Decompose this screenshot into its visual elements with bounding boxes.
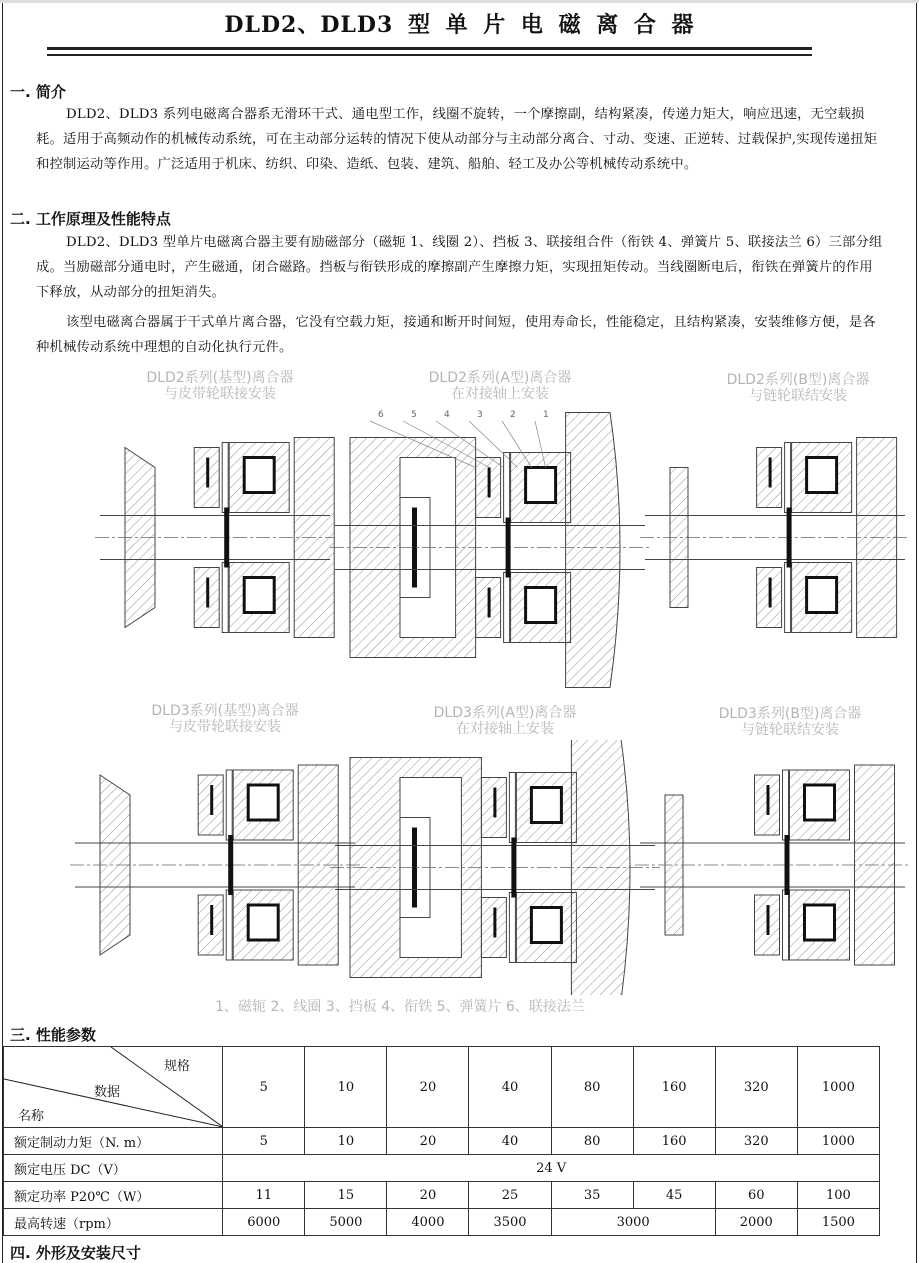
table-corner-cell (4, 1047, 223, 1128)
table-row (4, 1182, 880, 1209)
page-title: DLD2、DLD3 型 单 片 电 磁 离 合 器 (224, 12, 695, 38)
figure-legend: 1、磁轭 2、线圈 3、挡板 4、衔铁 5、弹簧片 6、联接法兰 (215, 999, 585, 1015)
value-cell: 6000 (223, 1209, 305, 1236)
spring-plate (206, 458, 209, 488)
spring-plate (767, 785, 770, 815)
figure-caption: DLD3系列(基型)离合器 与皮带轮联接安装 (151, 703, 299, 735)
part-number-label: 5 (411, 410, 417, 420)
coil (248, 785, 278, 820)
coil (807, 458, 837, 493)
part-number-label: 6 (378, 410, 384, 420)
spring-plate (488, 468, 491, 498)
clutch-drawing-dld3-b (635, 745, 910, 985)
spec-header-cell: 5 (223, 1047, 305, 1128)
value-cell: 10 (305, 1128, 387, 1155)
table-row (4, 1209, 880, 1236)
friction-plate (504, 573, 510, 643)
row-name-cell: 额定电压 DC（V） (4, 1155, 223, 1182)
coil (248, 905, 278, 940)
value-cell: 2000 (715, 1209, 797, 1236)
spec-header-cell: 80 (551, 1047, 633, 1128)
armature-disc (506, 518, 511, 578)
mounting-wall-section (566, 413, 620, 688)
spring-plate (210, 785, 213, 815)
friction-plate (222, 443, 228, 513)
spring-plate (769, 458, 772, 488)
value-cell: 5 (223, 1128, 305, 1155)
value-cell: 320 (715, 1128, 797, 1155)
principle-paragraph-2: 该型电磁离合器属于干式单片离合器，它没有空载力矩，接通和断开时间短，使用寿命长，性能稳定，且结构紧凑，安装维修方便，是各种机械传动系统中理想的自动化执行元件。 (36, 315, 876, 355)
table-header-row (4, 1047, 880, 1128)
spring-plate (206, 578, 209, 608)
spring-plate (493, 908, 496, 938)
title-rule-bottom (47, 54, 812, 56)
value-cell: 1000 (797, 1128, 879, 1155)
value-cell: 15 (305, 1182, 387, 1209)
value-cell: 11 (223, 1182, 305, 1209)
armature-disc (787, 508, 792, 568)
armature-disc (224, 508, 229, 568)
spring-plate (493, 788, 496, 818)
value-cell: 100 (797, 1182, 879, 1209)
coil (805, 905, 835, 940)
corner-label-data: 数据 (94, 1085, 121, 1100)
section-heading-dimensions: 四. 外形及安装尺寸 (10, 1244, 141, 1262)
spec-header-cell: 320 (715, 1047, 797, 1128)
friction-plate (226, 770, 232, 840)
section-heading-intro: 一. 简介 (10, 83, 66, 101)
spec-header-cell: 10 (305, 1047, 387, 1128)
row-name-cell: 额定功率 P20℃（W） (4, 1182, 223, 1209)
top-edge (0, 0, 919, 3)
figure-caption: DLD2系列(A型)离合器 在对接轴上安装 (428, 370, 572, 402)
spec-header-cell: 1000 (797, 1047, 879, 1128)
corner-label-name: 名称 (18, 1109, 45, 1124)
coil (244, 578, 274, 613)
friction-plate (222, 563, 228, 633)
figure-caption: DLD3系列(A型)离合器 在对接轴上安装 (433, 705, 577, 737)
section-heading-principle: 二. 工作原理及性能特点 (10, 210, 171, 228)
coil (807, 578, 837, 613)
value-cell: 24 V (223, 1155, 880, 1182)
part-number-label: 1 (543, 410, 549, 420)
value-cell: 5000 (305, 1209, 387, 1236)
friction-plate (509, 773, 515, 843)
value-cell: 20 (387, 1128, 469, 1155)
armature-disc (785, 835, 790, 895)
value-cell: 20 (387, 1182, 469, 1209)
performance-table (3, 1046, 880, 1236)
clutch-drawing-dld2-a (330, 405, 650, 690)
value-cell: 160 (633, 1128, 715, 1155)
figure-caption: DLD2系列(基型)离合器 与皮带轮联接安装 (146, 370, 294, 402)
spec-header-cell: 160 (633, 1047, 715, 1128)
friction-plate (785, 563, 791, 633)
friction-plate (783, 770, 789, 840)
clutch-drawing-dld3-a (330, 740, 660, 995)
clutch-drawing-dld3-base (70, 745, 360, 985)
coil (526, 468, 556, 503)
value-cell: 1500 (797, 1209, 879, 1236)
value-cell: 45 (633, 1182, 715, 1209)
value-cell: 4000 (387, 1209, 469, 1236)
table-row (4, 1128, 880, 1155)
spring-plate (210, 905, 213, 935)
value-cell: 80 (551, 1128, 633, 1155)
coil (531, 788, 561, 823)
corner-label-spec: 规格 (164, 1059, 191, 1074)
coil (531, 908, 561, 943)
principle-paragraph-1: DLD2、DLD3 型单片电磁离合器主要有励磁部分（磁轭 1、线圈 2）、挡板 3、联接组合件（衔铁 4、弹簧片 5、联接法兰 6）三部分组成。当励磁部分通电时，产生磁通，闭合磁路。挡板与衔铁形成的摩擦副产生摩擦力矩，实现扭矩传动。当线圈断电后，衔铁在弹簧片的作用下释放，从动部分的扭矩消失。 (36, 235, 883, 300)
table-row (4, 1155, 880, 1182)
part-number-label: 3 (477, 410, 483, 420)
clutch-drawing-dld2-base (95, 405, 335, 670)
spring-plate (767, 905, 770, 935)
value-cell: 3000 (551, 1209, 715, 1236)
coil (526, 588, 556, 623)
value-cell: 40 (469, 1128, 551, 1155)
intro-paragraph: DLD2、DLD3 系列电磁离合器系无滑环干式、通电型工作，线圈不旋转，一个摩擦副，结构紧凑，传递力矩大，响应迅速，无空载损耗。适用于高频动作的机械传动系统，可在主动部分运转的情况下使从动部分与主动部分离合、寸动、变速、正逆转、过载保护,实现传递扭矩和控制运动等作用。广泛适用于机床、纺织、印染、造纸、包装、建筑、船舶、轻工及办公等机械传动系统中。 (36, 107, 878, 172)
figure-caption: DLD2系列(B型)离合器 与链轮联结安装 (726, 372, 870, 404)
value-cell: 25 (469, 1182, 551, 1209)
section-heading-parameters: 三. 性能参数 (10, 1026, 96, 1044)
row-name-cell: 额定制动力矩（N. m） (4, 1128, 223, 1155)
friction-plate (509, 893, 515, 963)
armature-disc (511, 838, 516, 898)
friction-plate (504, 453, 510, 523)
friction-plate (785, 443, 791, 513)
part-number-label: 2 (510, 410, 516, 420)
armature-disc (228, 835, 233, 895)
row-name-cell: 最高转速（rpm） (4, 1209, 223, 1236)
title-rule-top (47, 47, 812, 50)
spec-header-cell: 20 (387, 1047, 469, 1128)
spec-header-cell: 40 (469, 1047, 551, 1128)
spring-plate (488, 588, 491, 618)
clutch-drawing-dld2-b (640, 405, 910, 670)
spring-plate (769, 578, 772, 608)
figure-caption: DLD3系列(B型)离合器 与链轮联结安装 (718, 706, 862, 738)
coil (805, 785, 835, 820)
right-border (916, 3, 917, 1263)
value-cell: 35 (551, 1182, 633, 1209)
friction-plate (783, 890, 789, 960)
part-number-label: 4 (444, 410, 450, 420)
coil (244, 458, 274, 493)
value-cell: 3500 (469, 1209, 551, 1236)
friction-plate (226, 890, 232, 960)
value-cell: 60 (715, 1182, 797, 1209)
